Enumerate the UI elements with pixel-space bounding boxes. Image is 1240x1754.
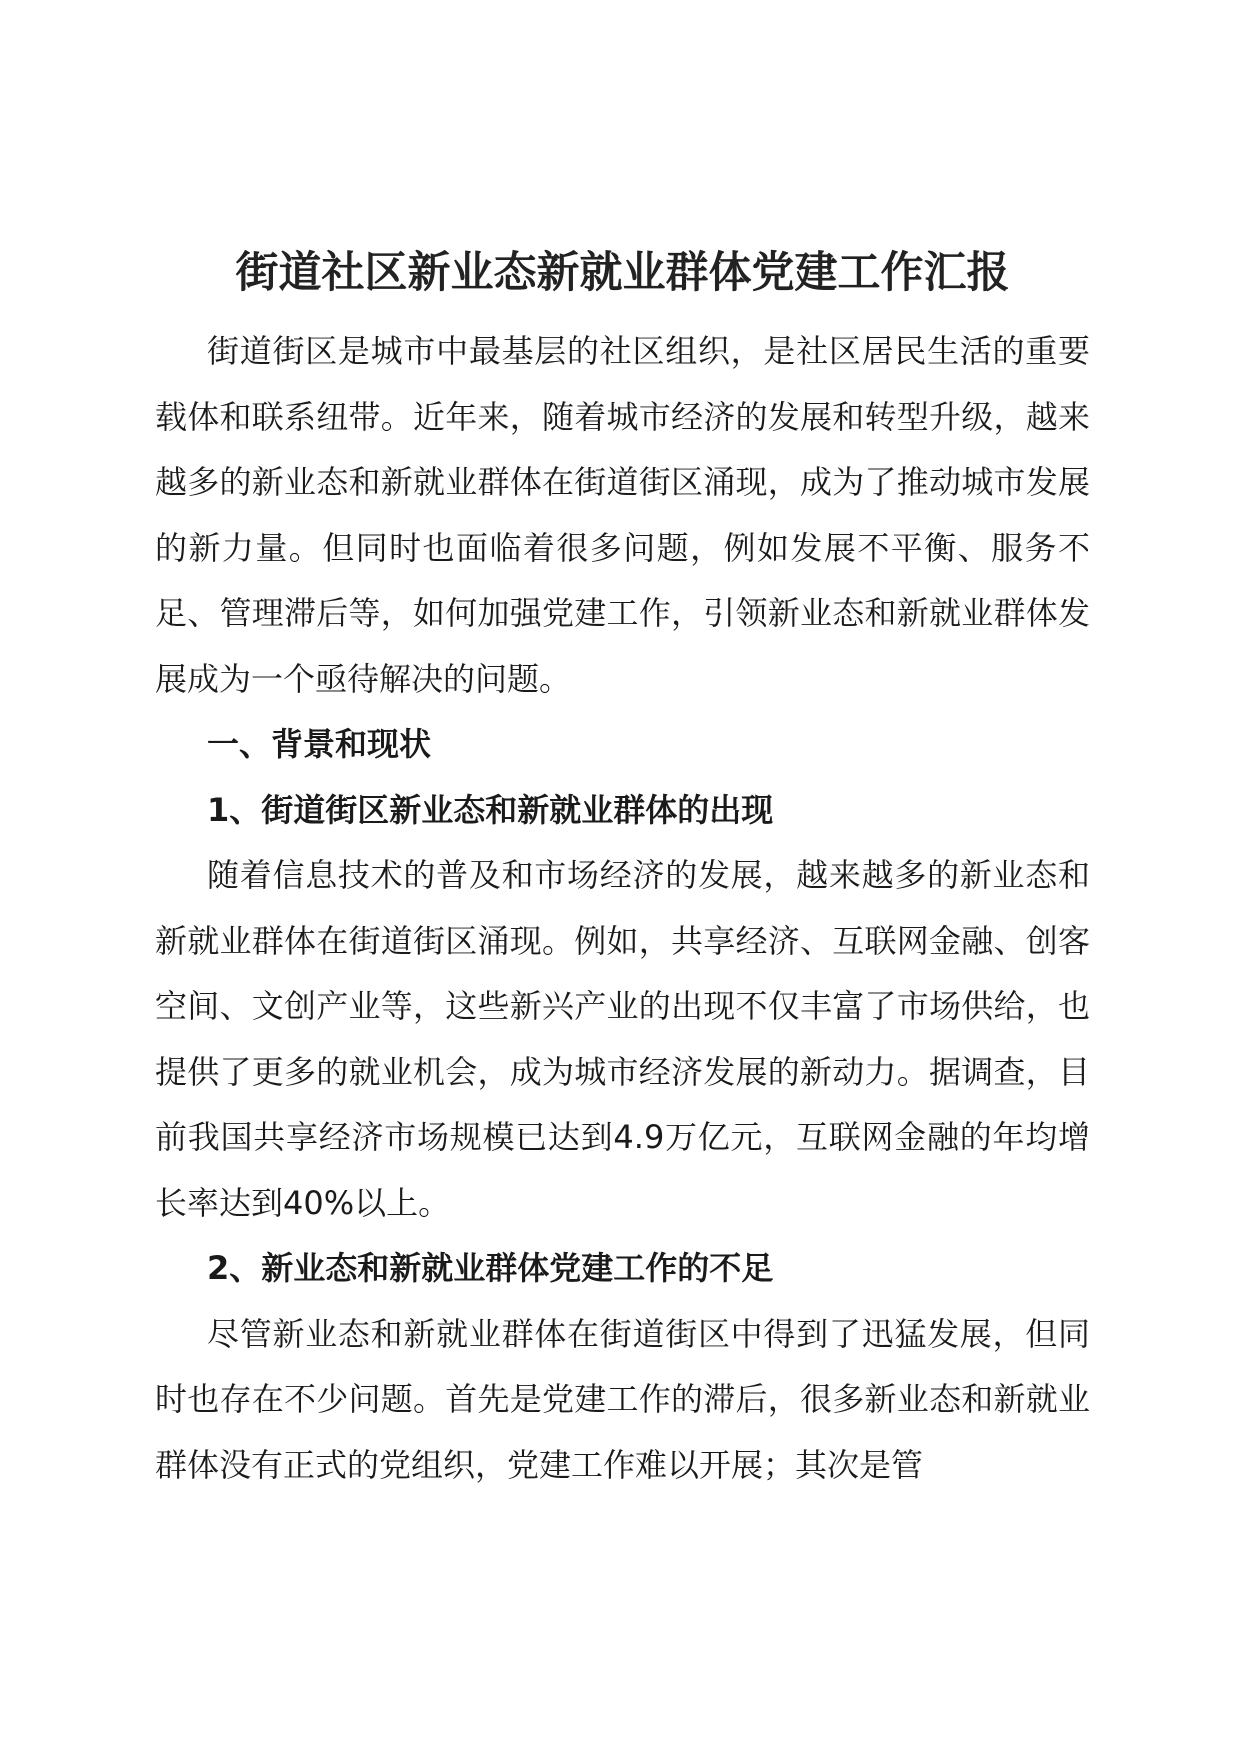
emergence-paragraph: 随着信息技术的普及和市场经济的发展，越来越多的新业态和新就业群体在街道街区涌现。例如，共享经济、互联网金融、创客空间、文创产业等，这些新兴产业的出现不仅丰富了市场供给，也提供了更多的就业机会，成为城市经济发展的新动力。据调查，目前我国共享经济市场规模已达到4.9万亿元，互联网金融的年均增长率达到40%以上。 <box>155 856 1090 1222</box>
subsection-heading-emergence: 1、街道街区新业态和新就业群体的出现 <box>207 790 774 829</box>
shortcomings-paragraph: 尽管新业态和新就业群体在街道街区中得到了迅猛发展，但同时也存在不少问题。首先是党建工作的滞后，很多新业态和新就业群体没有正式的党组织，党建工作难以开展；其次是管 <box>155 1314 1090 1484</box>
intro-paragraph: 街道街区是城市中最基层的社区组织，是社区居民生活的重要载体和联系纽带。近年来，随着城市经济的发展和转型升级，越来越多的新业态和新就业群体在街道街区涌现，成为了推动城市发展的新力量。但同时也面临着很多问题，例如发展不平衡、服务不足、管理滞后等，如何加强党建工作，引领新业态和新就业群体发展成为一个亟待解决的问题。 <box>155 332 1090 698</box>
section-heading-background: 一、背景和现状 <box>207 725 432 763</box>
document-title: 街道社区新业态新就业群体党建工作汇报 <box>235 248 1010 298</box>
document-body <box>155 245 1090 1498</box>
subsection-heading-shortcomings: 2、新业态和新就业群体党建工作的不足 <box>207 1249 774 1287</box>
